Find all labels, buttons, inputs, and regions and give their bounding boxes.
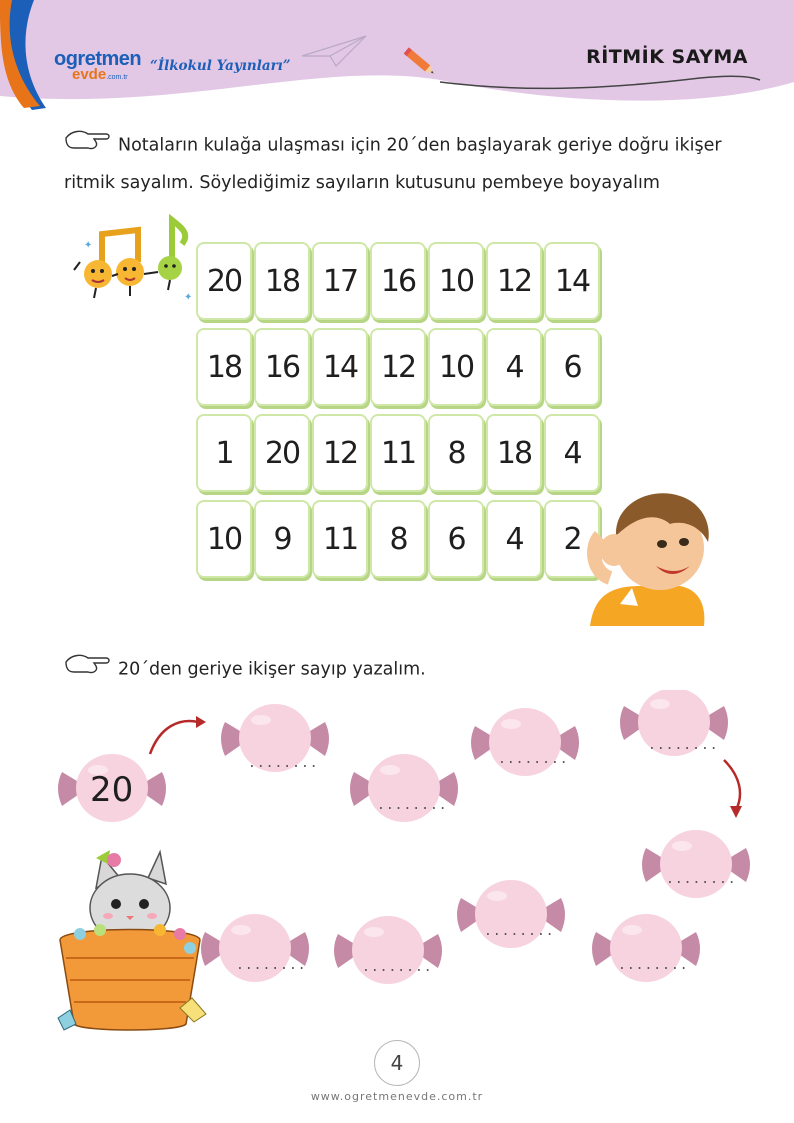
header-banner <box>0 0 794 120</box>
cat-in-basket-illustration <box>50 848 220 1034</box>
grid-cell[interactable]: 12 <box>370 328 426 406</box>
boy-listening-illustration <box>580 486 730 626</box>
grid-cell[interactable]: 2 <box>544 500 600 578</box>
brand-tagline: “İlkokul Yayınları” <box>150 58 291 74</box>
instruction-1-line2: ritmik sayalım. Söylediğimiz sayıların kutusunu pembeye boyayalım <box>64 173 660 193</box>
grid-cell[interactable]: 9 <box>254 500 310 578</box>
grid-cell[interactable]: 10 <box>428 242 484 320</box>
arrow-curve-1 <box>150 721 198 754</box>
page-number: 4 <box>374 1040 420 1086</box>
candy-blank-text[interactable]: ........ <box>377 798 448 813</box>
candy-blank-text[interactable]: ........ <box>618 958 689 973</box>
candy-blank-text[interactable]: ........ <box>362 960 433 975</box>
candy-blank-text[interactable]: ........ <box>236 958 307 973</box>
svg-text:✦: ✦ <box>84 240 93 251</box>
grid-cell[interactable]: 1 <box>196 414 252 492</box>
grid-cell[interactable]: 4 <box>486 328 542 406</box>
candy-blank <box>642 830 750 898</box>
page-title: RİTMİK SAYMA <box>586 46 748 68</box>
arrow-curve-2 <box>724 760 740 810</box>
instruction-1-line1: Notaların kulağa ulaşması için 20´den başlayarak geriye doğru ikişer <box>118 135 722 156</box>
grid-cell[interactable]: 10 <box>196 500 252 578</box>
paper-plane-icon <box>300 32 370 72</box>
candy-blank-text[interactable]: ........ <box>248 756 319 771</box>
grid-cell[interactable]: 6 <box>544 328 600 406</box>
grid-cell[interactable]: 11 <box>370 414 426 492</box>
grid-cell[interactable]: 12 <box>312 414 368 492</box>
grid-cell[interactable]: 14 <box>544 242 600 320</box>
brand-name-top: ogretmen <box>54 48 142 70</box>
grid-cell[interactable]: 6 <box>428 500 484 578</box>
instruction-1 <box>64 126 754 201</box>
grid-cell[interactable]: 18 <box>254 242 310 320</box>
pointing-hand-icon <box>64 650 110 689</box>
grid-cell[interactable]: 8 <box>428 414 484 492</box>
grid-cell[interactable]: 4 <box>544 414 600 492</box>
arrow-head-1 <box>196 716 206 728</box>
candy-blank-text[interactable]: ........ <box>484 924 555 939</box>
grid-cell[interactable]: 4 <box>486 500 542 578</box>
grid-cell[interactable]: 20 <box>254 414 310 492</box>
candy-blank-text[interactable]: ........ <box>498 752 569 767</box>
brand-name-bottom: evde.com.tr <box>72 66 128 83</box>
grid-cell[interactable]: 11 <box>312 500 368 578</box>
grid-cell[interactable]: 16 <box>370 242 426 320</box>
grid-cell[interactable]: 8 <box>370 500 426 578</box>
grid-cell[interactable]: 16 <box>254 328 310 406</box>
music-notes-characters-icon <box>72 214 202 310</box>
brand-logo <box>54 50 141 85</box>
pointing-hand-icon <box>64 126 110 165</box>
svg-text:✦: ✦ <box>184 292 193 303</box>
candy-start-number: 20 <box>90 770 134 810</box>
arrow-head-2 <box>730 806 742 818</box>
instruction-2 <box>64 650 426 689</box>
candy-blank-text[interactable]: ........ <box>648 738 719 753</box>
grid-cell[interactable]: 20 <box>196 242 252 320</box>
candy-blank-text[interactable]: ........ <box>666 872 737 887</box>
grid-cell[interactable]: 10 <box>428 328 484 406</box>
pencil-icon <box>400 42 440 82</box>
footer-url[interactable]: www.ogretmenevde.com.tr <box>310 1090 484 1103</box>
grid-cell[interactable]: 17 <box>312 242 368 320</box>
instruction-2-text: 20´den geriye ikişer sayıp yazalım. <box>118 659 426 680</box>
grid-cell[interactable]: 14 <box>312 328 368 406</box>
grid-cell[interactable]: 18 <box>486 414 542 492</box>
grid-cell[interactable]: 18 <box>196 328 252 406</box>
grid-cell[interactable]: 12 <box>486 242 542 320</box>
